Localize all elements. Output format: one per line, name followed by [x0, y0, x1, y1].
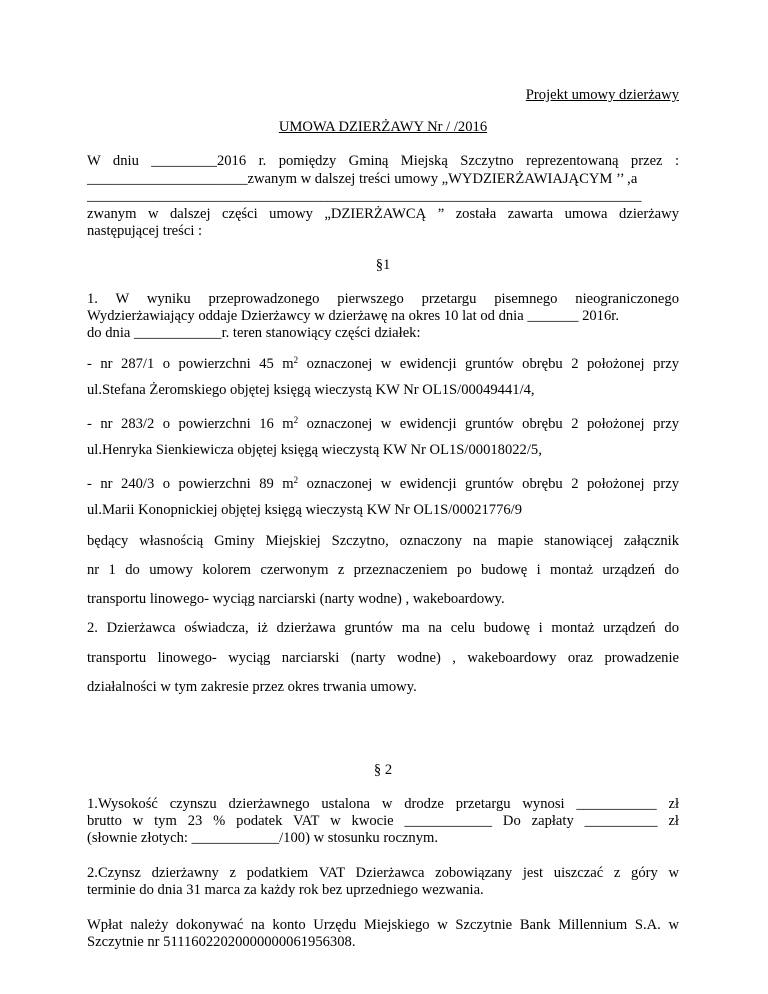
section-2-p1-line-1: 1.Wysokość czynszu dzierżawnego ustalona w drodze przetargu wynosi ___________ zł [87, 796, 679, 812]
plot-1-street: ul.Stefana Żeromskiego objętej księgą wieczystą KW Nr OL1S/00049441/4, [87, 382, 535, 398]
plot-2-lead: - nr 283/2 o powierzchni 16 m [87, 416, 294, 432]
contract-title: UMOWA DZIERŻAWY Nr / /2016 [278, 119, 488, 135]
section-1-p1-line-1: 1. W wyniku przeprowadzonego pierwszego przetargu pisemnego nieograniczonego [87, 291, 679, 307]
section-2-p3-line-1: Wpłat należy dokonywać na konto Urzędu Miejskiego w Szczytnie Bank Millennium S.A. w [87, 917, 679, 933]
plot-2-line [87, 415, 679, 433]
plot-1-rest: oznaczonej w ewidencji gruntów obrębu 2 położonej przy [298, 356, 679, 372]
plot-2-rest: oznaczonej w ewidencji gruntów obrębu 2 położonej przy [298, 416, 679, 432]
section-1-p1-line-2: Wydzierżawiający oddaje Dzierżawcy w dzierżawę na okres 10 lat od dnia _______ 2016r. [87, 308, 619, 324]
plot-3-lead: - nr 240/3 o powierzchni 89 m [87, 476, 294, 492]
project-label: Projekt umowy dzierżawy [525, 87, 679, 103]
intro-line-3: ____________________________________________________________________________ [87, 188, 642, 204]
intro-line-2: ______________________zwanym w dalszej treści umowy „WYDZIERŻAWIAJĄCYM ’’ ,a [87, 171, 638, 187]
section-1-p2-line-2: transportu linowego- wyciąg narciarski (narty wodne) , wakeboardowy oraz prowadzenie [87, 650, 679, 666]
plot-3-line [87, 475, 679, 493]
owner-line-2: nr 1 do umowy kolorem czerwonym z przeznaczeniem po budowę i montaż urządzeń do [87, 562, 679, 578]
section-2-p2-line-2: terminie do dnia 31 marca za każdy rok bez uprzedniego wezwania. [87, 882, 484, 898]
section-1-p2-line-3: działalności w tym zakresie przez okres trwania umowy. [87, 679, 417, 695]
owner-line-3: transportu linowego- wyciąg narciarski (narty wodne) , wakeboardowy. [87, 591, 505, 607]
plot-3-street: ul.Marii Konopnickiej objętej księgą wieczystą KW Nr OL1S/00021776/9 [87, 502, 523, 518]
section-1-p2-line-1: 2. Dzierżawca oświadcza, iż dzierżawa gruntów ma na celu budowę i montaż urządzeń do [87, 620, 679, 636]
plot-1-sup: 2 [293, 355, 299, 365]
section-1-p1-line-3: do dnia ____________r. teren stanowiący części działek: [87, 325, 421, 341]
section-2-p1-line-2: brutto w tym 23 % podatek VAT w kwocie ____________ Do zapłaty __________ zł [87, 813, 679, 829]
plot-1-lead: - nr 287/1 o powierzchni 45 m [87, 356, 294, 372]
section-2-p1-line-3: (słownie złotych: ____________/100) w stosunku rocznym. [87, 830, 439, 846]
intro-line-1: W dniu _________2016 r. pomiędzy Gminą Miejską Szczytno reprezentowaną przez : [87, 153, 679, 169]
section-2-p3-line-2: Szczytnie nr 51116022020000000061956308. [87, 934, 356, 950]
plot-3-rest: oznaczonej w ewidencji gruntów obrębu 2 położonej przy [298, 476, 679, 492]
section-1-heading: §1 [375, 257, 391, 273]
plot-2-sup: 2 [293, 415, 299, 425]
section-2-heading: § 2 [373, 762, 393, 778]
owner-line-1: będący własnością Gminy Miejskiej Szczytno, oznaczony na mapie stanowiącej załącznik [87, 533, 679, 549]
section-2-p2-line-1: 2.Czynsz dzierżawny z podatkiem VAT Dzierżawca zobowiązany jest uiszczać z góry w [87, 865, 679, 881]
plot-3-sup: 2 [293, 475, 299, 485]
plot-2-street: ul.Henryka Sienkiewicza objętej księgą wieczystą KW Nr OL1S/00018022/5, [87, 442, 542, 458]
plot-1-line [87, 355, 679, 373]
intro-line-5: następującej treści : [87, 223, 203, 239]
intro-line-4: zwanym w dalszej części umowy „DZIERŻAWCĄ ” została zawarta umowa dzierżawy [87, 206, 679, 222]
